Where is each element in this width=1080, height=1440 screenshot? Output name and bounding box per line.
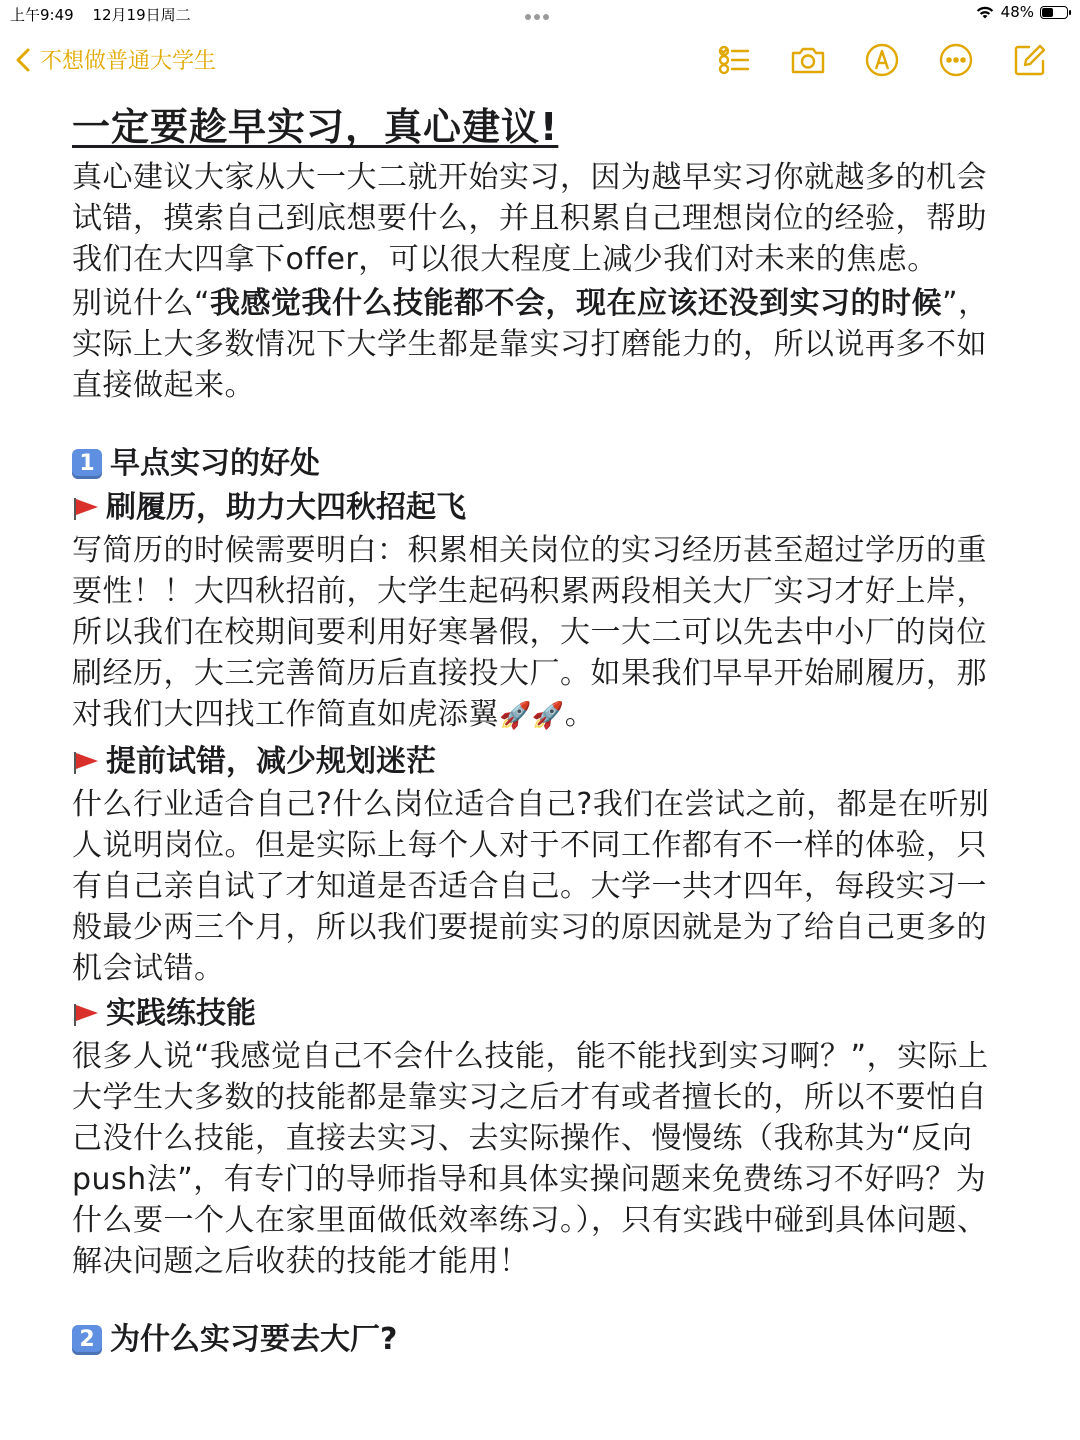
keycap-one-icon: 1 xyxy=(72,449,102,479)
note-content[interactable] xyxy=(72,96,1012,1362)
compose-icon xyxy=(1012,42,1048,78)
section-1-title: 早点实习的好处 xyxy=(110,446,320,481)
intro-p2-prefix: 别说什么“ xyxy=(72,286,211,321)
intro-paragraph-1: 真心建议大家从大一大二就开始实习，因为越早实习你就越多的机会试错，摸索自己到底想要什么，并且积累自己理想岗位的经验，帮助我们在大四拿下offer，可以很大程度上减少我们对未来的焦虑。 xyxy=(72,160,987,277)
camera-icon xyxy=(790,42,826,78)
battery-icon xyxy=(1040,6,1068,19)
subheading-resume-text: 刷履历，助力大四秋招起飞 xyxy=(106,490,466,525)
subheading-trial xyxy=(72,740,1012,784)
keycap-two-icon: 2 xyxy=(72,1325,102,1355)
subheading-skills xyxy=(72,992,1012,1036)
subheading-resume xyxy=(72,486,1012,530)
wifi-icon xyxy=(975,4,995,20)
red-flag-icon xyxy=(72,494,100,522)
chevron-left-icon xyxy=(14,47,32,73)
status-date: 12月19日周二 xyxy=(92,6,191,24)
multitasking-dots-icon[interactable] xyxy=(525,6,555,18)
subheading-trial-text: 提前试错，减少规划迷茫 xyxy=(106,744,436,779)
red-flag-icon xyxy=(72,748,100,776)
more-button[interactable] xyxy=(936,40,976,80)
rocket-emoji-icon: 🚀🚀 xyxy=(499,701,565,731)
markup-button[interactable] xyxy=(862,40,902,80)
status-time: 上午9:49 xyxy=(10,6,74,24)
status-right xyxy=(975,3,1068,21)
section-2-heading xyxy=(72,1318,1012,1362)
battery-fill xyxy=(1042,8,1053,17)
intro-p2-bold-quote: 我感觉我什么技能都不会，现在应该还没到实习的时候 xyxy=(210,286,943,321)
subheading-skills-text: 实践练技能 xyxy=(106,996,256,1031)
section-2-title: 为什么实习要去大厂? xyxy=(110,1322,398,1357)
red-flag-icon xyxy=(72,1000,100,1028)
paragraph-resume xyxy=(72,530,1012,737)
paragraph-resume-tail: 。 xyxy=(564,697,596,732)
battery-percent: 48% xyxy=(1000,3,1034,21)
more-icon xyxy=(938,42,974,78)
markup-pen-icon xyxy=(864,42,900,78)
paragraph-trial: 什么行业适合自己?什么岗位适合自己?我们在尝试之前，都是在听别人说明岗位。但是实际上每个人对于不同工作都有不一样的体验，只有自己亲自试了才知道是否适合自己。大学一共才四年，每段实习一般最少两三个月，所以我们要提前实习的原因就是为了给自己更多的机会试错。 xyxy=(72,787,990,986)
back-label: 不想做普通大学生 xyxy=(40,49,217,74)
paragraph-skills: 很多人说“我感觉自己不会什么技能，能不能找到实习啊？”，实际上大学生大多数的技能都是靠实习之后才有或者擅长的，所以不要怕自己没什么技能，直接去实习、去实际操作、慢慢练（我称其为“反向push法”，有专门的导师指导和具体实操问题来免费练习不好吗？为什么要一个人在家里面做低效率练习。），只有实践中碰到具体问题、解决问题之后收获的技能才能用！ xyxy=(72,1039,989,1279)
compose-button[interactable] xyxy=(1010,40,1050,80)
camera-button[interactable] xyxy=(788,40,828,80)
status-left xyxy=(10,4,205,25)
back-button[interactable] xyxy=(14,44,216,75)
note-title: 一定要趁早实习，真心建议! xyxy=(72,105,559,149)
toolbar xyxy=(680,40,1050,80)
status-bar xyxy=(0,0,1080,30)
section-1-heading xyxy=(72,442,1012,486)
intro-paragraph-2 xyxy=(72,283,1012,406)
checklist-button[interactable] xyxy=(714,40,754,80)
paragraph-resume-text: 写简历的时候需要明白：积累相关岗位的实习经历甚至超过学历的重要性！！大四秋招前，大学生起码积累两段相关大厂实习才好上岸，所以我们在校期间要利用好寒暑假，大一大二可以先去中小厂的岗位刷经历，大三完善简历后直接投大厂。如果我们早早开始刷履历，那对我们大四找工作简直如虎添翼 xyxy=(72,533,987,732)
intro-p2-suffix: ”，实际上大多数情况下大学生都是靠实习打磨能力的，所以说再多不如直接做起来。 xyxy=(72,286,989,403)
nav-bar xyxy=(0,36,1080,86)
checklist-icon xyxy=(716,42,752,78)
